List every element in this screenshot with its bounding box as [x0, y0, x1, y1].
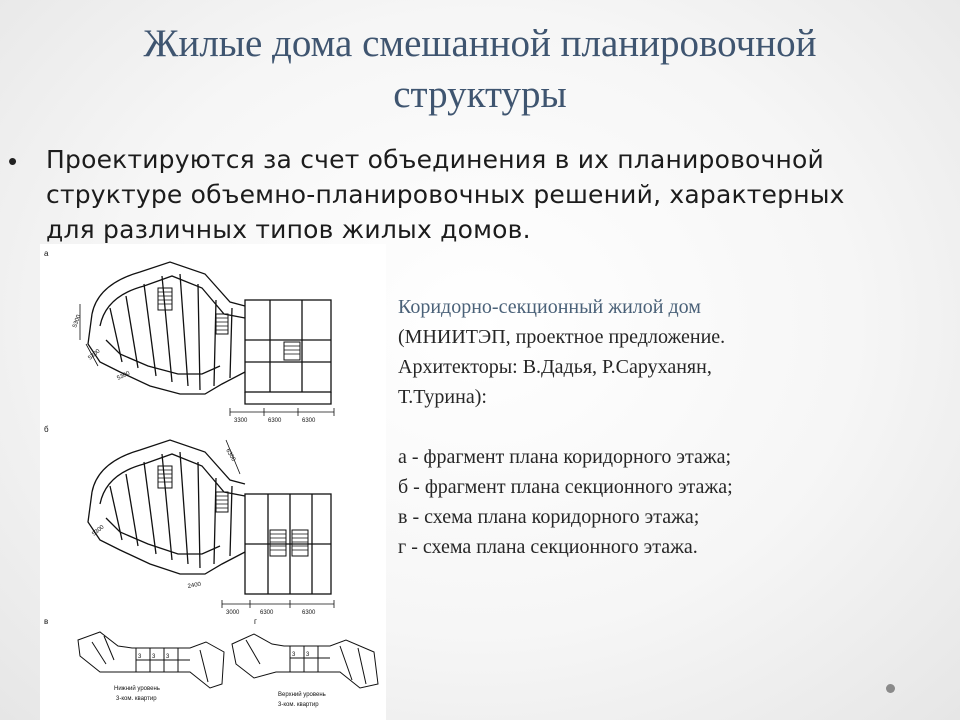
slide-title	[40, 18, 920, 120]
dim-a-6: 6300	[302, 418, 316, 424]
dim-b-2: 3000	[226, 610, 240, 616]
dim-b-3: 6300	[260, 610, 274, 616]
dim-a-3: 5300	[116, 370, 131, 382]
slide-title-line-1: Жилые дома смешанной планировочной	[143, 22, 817, 65]
schema-g	[232, 634, 378, 708]
caption-item-g: г - схема плана секционного этажа.	[398, 536, 698, 558]
dim-b-5: 2400	[187, 581, 202, 590]
bullet-line-2: структуре объемно-планировочных решений, характерных	[46, 180, 845, 209]
schema-g-caption-2: 3-ком. квартир	[278, 702, 319, 708]
caption-item-b: б - фрагмент плана секционного этажа;	[398, 476, 733, 498]
caption-line-2: Архитекторы: В.Дадья, Р.Саруханян,	[398, 356, 712, 378]
plan-a	[72, 262, 334, 424]
floor-plans-drawing	[40, 244, 386, 720]
plan-b	[88, 440, 334, 616]
dim-b-6: 5300	[91, 524, 106, 538]
schema-v-caption-1: Нижний уровень	[114, 686, 160, 692]
figure-caption	[398, 292, 918, 562]
schema-v-caption-2: 3-ком. квартир	[116, 696, 157, 702]
plan-b-label: б	[44, 425, 49, 434]
caption-item-a: а - фрагмент плана коридорного этажа;	[398, 446, 732, 468]
schema-v	[78, 632, 224, 702]
caption-line-3: Т.Турина):	[398, 386, 487, 408]
svg-text:3: 3	[292, 652, 296, 658]
dim-b-4: 6300	[302, 610, 316, 616]
dim-a-2: 5300	[87, 348, 102, 362]
schema-v-label: в	[44, 617, 49, 626]
caption-item-v: в - схема плана коридорного этажа;	[398, 506, 700, 528]
dim-a-4: 3300	[234, 418, 248, 424]
bullet-line-1: Проектируются за счет объединения в их планировочной	[46, 145, 824, 174]
svg-text:3: 3	[166, 654, 170, 660]
caption-heading: Коридорно-секционный жилой дом	[398, 296, 701, 318]
floor-plans-figure	[40, 244, 386, 720]
bullet-line-3: для различных типов жилых домов.	[46, 215, 531, 244]
dim-a-1: 5300	[72, 314, 83, 329]
slide-title-line-2: структуры	[393, 73, 567, 116]
svg-text:3: 3	[306, 652, 310, 658]
svg-text:3: 3	[152, 654, 156, 660]
svg-text:3: 3	[138, 654, 142, 660]
plan-a-label: а	[44, 249, 49, 258]
schema-g-caption-1: Верхний уровень	[278, 692, 326, 698]
dim-a-5: 6300	[268, 418, 282, 424]
caption-line-1: (МНИИТЭП, проектное предложение.	[398, 326, 726, 348]
slide-nav-dot[interactable]	[886, 684, 895, 693]
bullet-marker: •	[8, 146, 18, 176]
schema-g-label: г	[254, 617, 257, 626]
dim-b-1: 6300	[224, 448, 237, 463]
bullet-text	[46, 142, 936, 247]
